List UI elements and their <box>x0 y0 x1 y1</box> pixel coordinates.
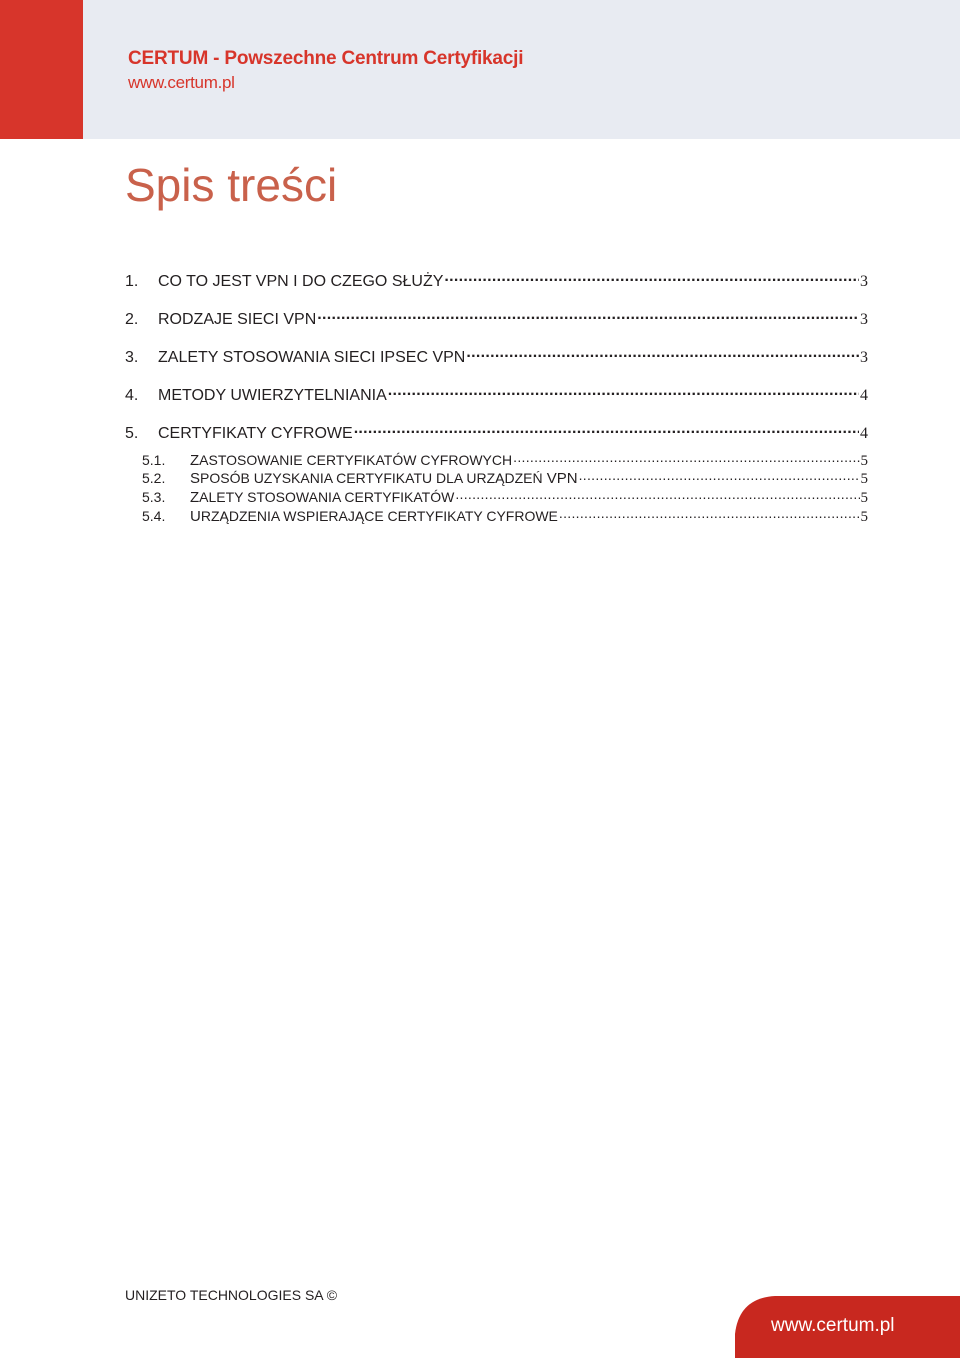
toc-text: CO TO JEST VPN I DO CZEGO SŁUŻY <box>158 273 444 290</box>
footer-company: UNIZETO TECHNOLOGIES SA © <box>125 1287 338 1303</box>
toc-text-rest: POSÓB UZYSKANIA CERTYFIKATU DLA URZĄDZEŃ <box>200 470 543 486</box>
toc-number: 5.2. <box>142 470 166 486</box>
toc-page: 4 <box>860 387 868 404</box>
page-header <box>0 0 960 139</box>
toc-page: 5 <box>860 509 868 525</box>
toc-text <box>190 508 558 525</box>
toc-initial: S <box>190 470 201 487</box>
toc-leader <box>455 488 859 502</box>
brand-url: www.certum.pl <box>128 73 235 92</box>
toc-text: METODY UWIERZYTELNIANIA <box>158 387 387 404</box>
toc-text: RODZAJE SIECI VPN <box>158 311 317 328</box>
brand-name: CERTUM - Powszechne Centrum Certyfikacji <box>128 48 524 69</box>
toc-entry-3[interactable] <box>125 346 868 367</box>
toc-text-extra: VPN <box>542 470 578 487</box>
toc-entry-5-1[interactable] <box>142 451 868 470</box>
toc-entry-5-2[interactable] <box>142 469 868 488</box>
toc-number: 5. <box>125 425 139 442</box>
toc-leader <box>559 507 860 521</box>
toc-leader <box>354 422 859 438</box>
toc-entry-4[interactable] <box>125 384 868 405</box>
toc-number: 1. <box>125 273 139 290</box>
toc-number: 3. <box>125 349 139 366</box>
toc-number: 4. <box>125 387 139 404</box>
toc-entry-1[interactable] <box>125 270 868 291</box>
toc-entry-5-4[interactable] <box>142 507 868 526</box>
toc-number: 5.1. <box>142 452 166 468</box>
toc-text: ZALETY STOSOWANIA SIECI IPSEC VPN <box>158 349 466 366</box>
toc-leader <box>444 270 859 286</box>
toc-text-rest: RZĄDZENIA WSPIERAJĄCE CERTYFIKATY CYFROWE <box>200 508 558 524</box>
header-red-block <box>0 0 83 139</box>
toc-leader <box>579 469 860 483</box>
toc-text <box>190 489 454 506</box>
toc-entry-5[interactable] <box>125 422 868 443</box>
toc-number: 5.3. <box>142 489 166 505</box>
toc-text: CERTYFIKATY CYFROWE <box>158 425 353 442</box>
toc-text-rest: ASTOSOWANIE CERTYFIKATÓW CYFROWYCH <box>199 452 513 468</box>
toc-leader <box>466 346 859 362</box>
page-title: Spis treści <box>125 159 338 211</box>
toc-text <box>190 452 512 469</box>
toc-page: 5 <box>860 453 868 469</box>
toc-initial: U <box>190 508 201 525</box>
toc-entry-2[interactable] <box>125 308 868 329</box>
toc-number: 2. <box>125 311 139 328</box>
toc-page: 4 <box>860 425 868 442</box>
toc-leader <box>317 308 859 324</box>
toc-leader <box>513 451 859 465</box>
toc-number: 5.4. <box>142 508 166 524</box>
toc-initial: Z <box>190 489 200 506</box>
toc-page: 3 <box>860 311 868 328</box>
toc-entry-5-3[interactable] <box>142 488 868 507</box>
toc-text-rest: ALETY STOSOWANIA CERTYFIKATÓW <box>199 489 455 505</box>
toc-page: 5 <box>860 471 868 487</box>
toc-page: 5 <box>860 490 868 506</box>
toc-page: 3 <box>860 273 868 290</box>
footer-url[interactable]: www.certum.pl <box>771 1315 895 1336</box>
toc-initial: Z <box>190 452 200 469</box>
toc-page: 3 <box>860 349 868 366</box>
toc-text <box>190 470 578 487</box>
toc-leader <box>388 384 859 400</box>
